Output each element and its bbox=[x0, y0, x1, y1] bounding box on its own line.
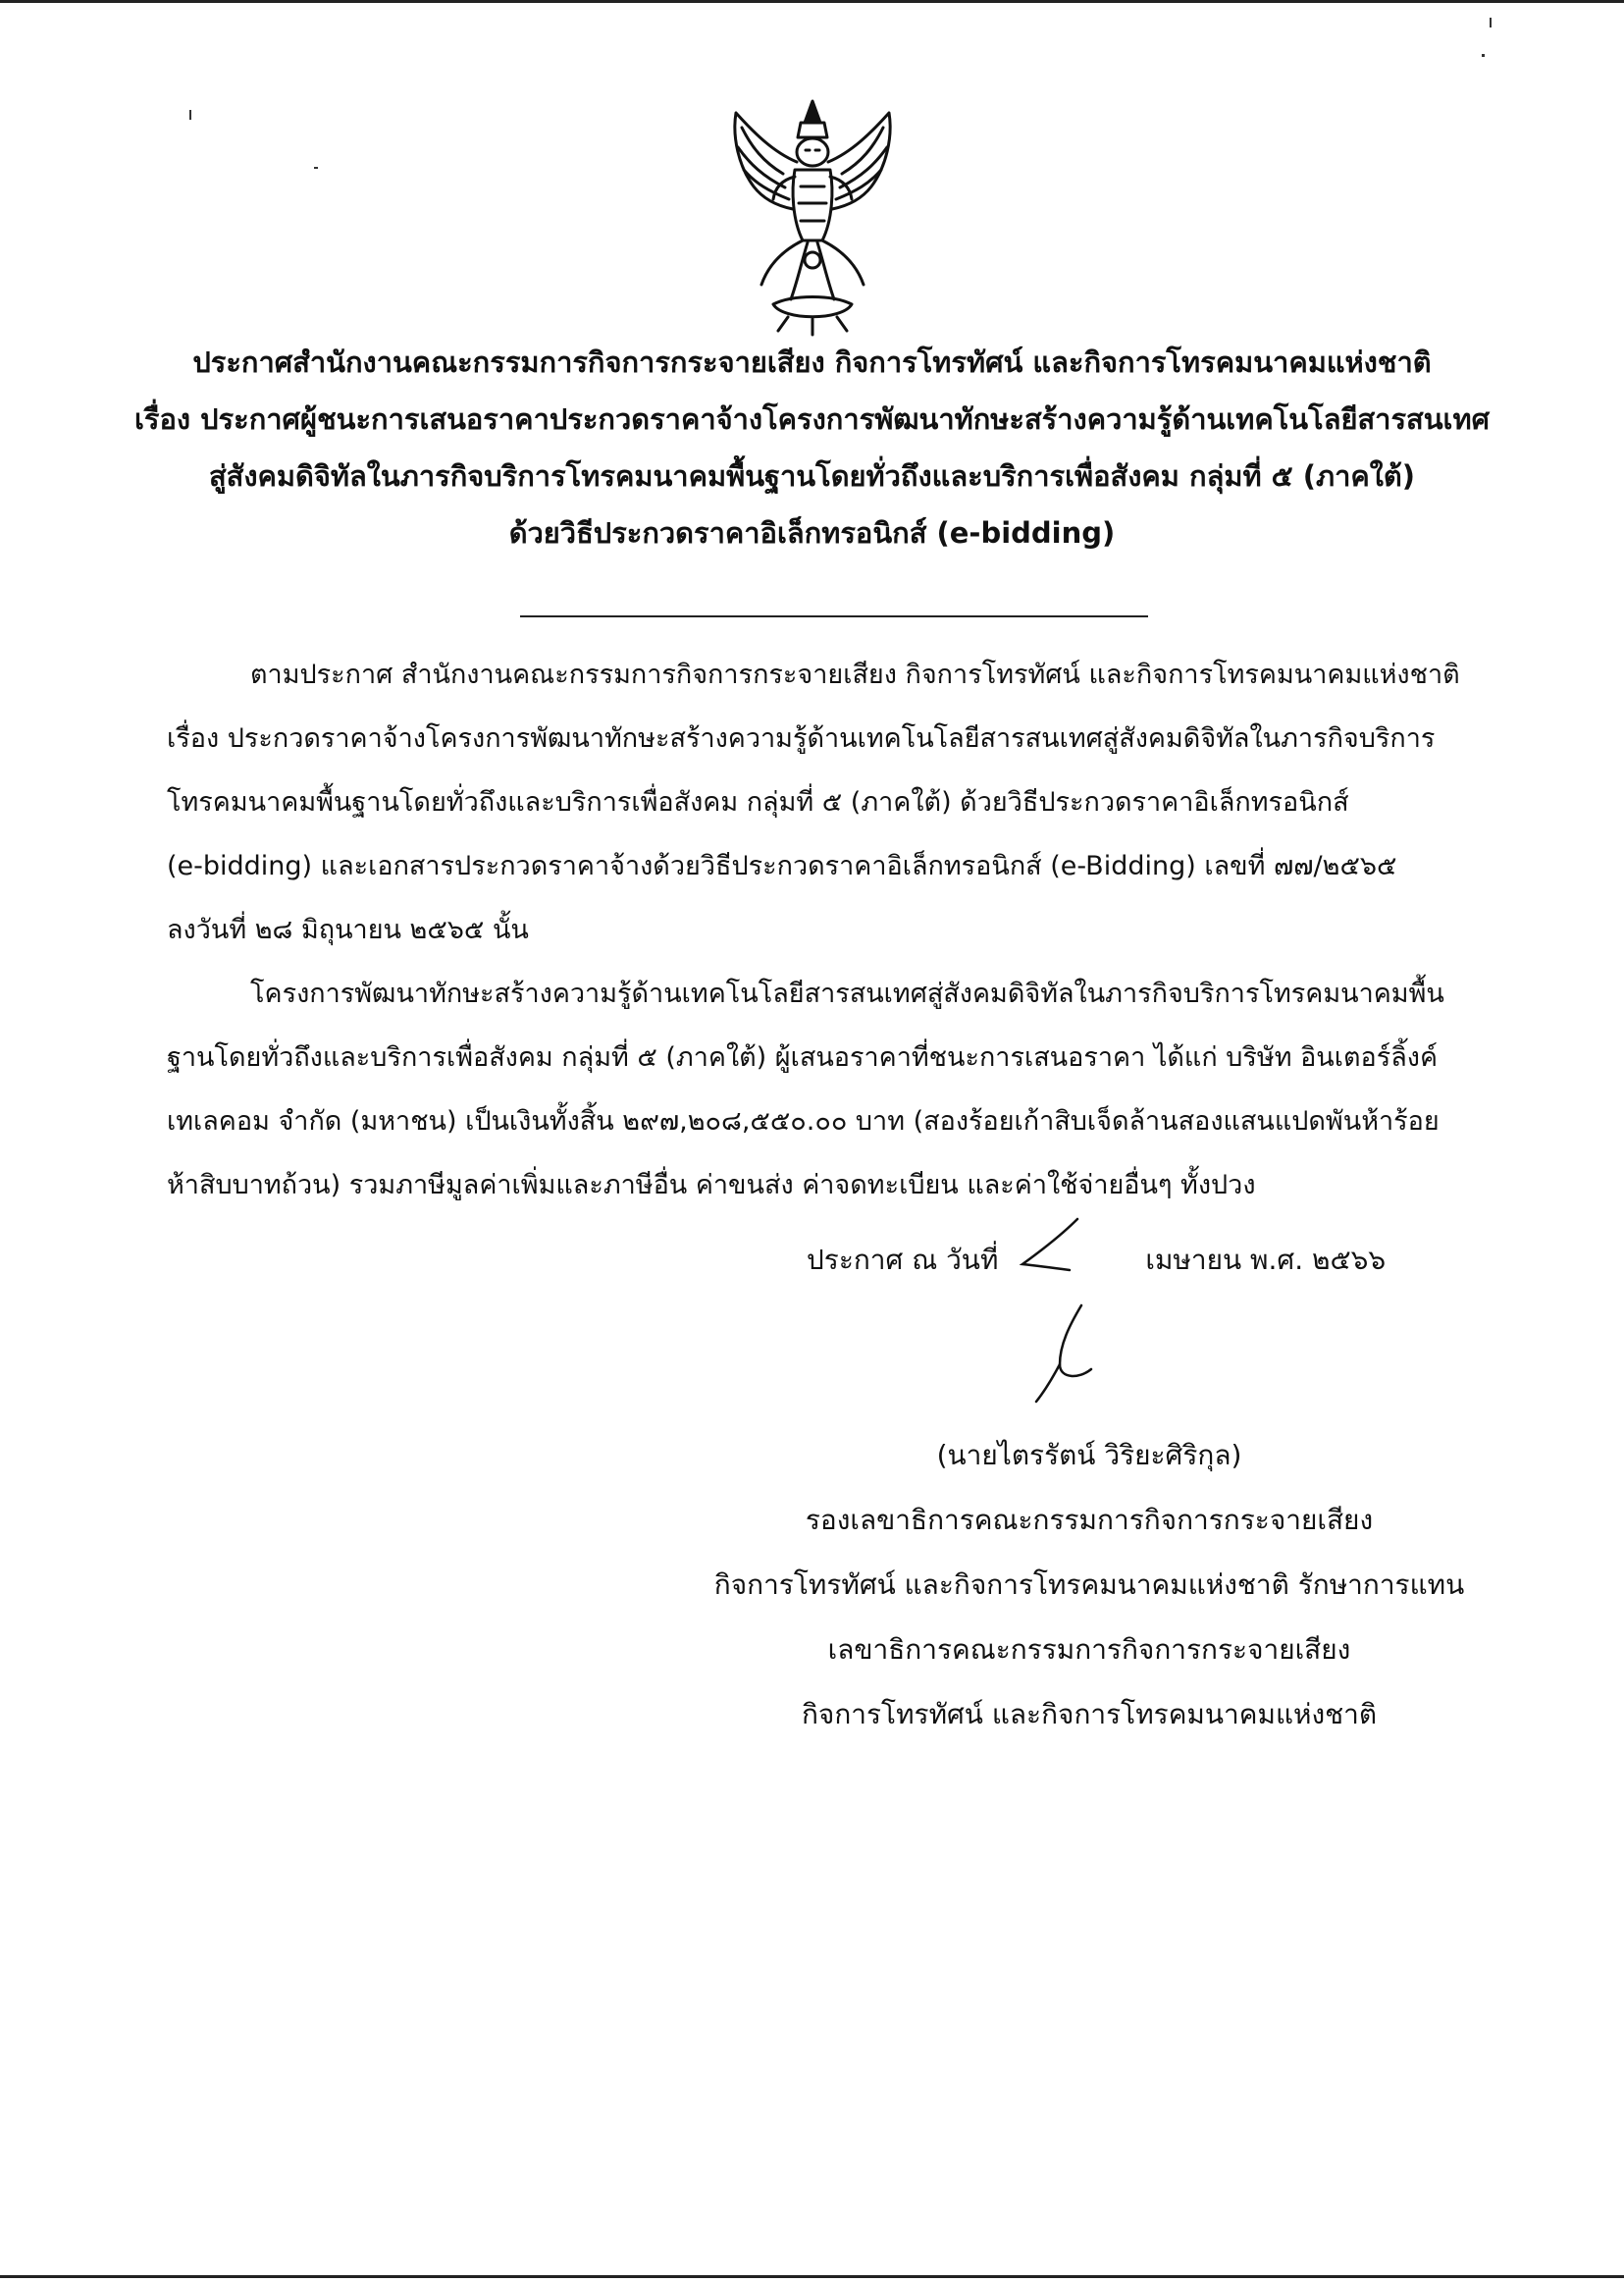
paragraph-line: ตามประกาศ สำนักงานคณะกรรมการกิจการกระจายเสียง กิจการโทรทัศน์ และกิจการโทรคมนาคมแห่งชาติ bbox=[250, 660, 1460, 690]
paragraph-line: โครงการพัฒนาทักษะสร้างความรู้ด้านเทคโนโลยีสารสนเทศสู่สังคมดิจิทัลในภารกิจบริการโทรคมนาคมพื้น bbox=[250, 979, 1444, 1009]
scan-mark bbox=[189, 110, 191, 120]
signer-line: เลขาธิการคณะกรรมการกิจการกระจายเสียง bbox=[827, 1633, 1351, 1666]
signer-line: กิจการโทรทัศน์ และกิจการโทรคมนาคมแห่งชาติ รักษาการแทน bbox=[713, 1568, 1465, 1601]
scan-mark bbox=[1482, 54, 1485, 57]
date-suffix: เมษายน พ.ศ. ๒๕๖๖ bbox=[1145, 1244, 1387, 1276]
paragraph-line: โทรคมนาคมพื้นฐานโดยทั่วถึงและบริการเพื่อสังคม กลุ่มที่ ๕ (ภาคใต้) ด้วยวิธีประกวดราคาอิเล็กทรอนิกส์ bbox=[167, 787, 1349, 818]
announcement-title bbox=[118, 334, 1506, 561]
garuda-emblem-icon bbox=[714, 93, 911, 339]
paragraph-line: เรื่อง ประกวดราคาจ้างโครงการพัฒนาทักษะสร้างความรู้ด้านเทคโนโลยีสารสนเทศสู่สังคมดิจิทัลในภารกิจบริการ bbox=[167, 723, 1436, 754]
paragraph-line: (e-bidding) และเอกสารประกวดราคาจ้างด้วยวิธีประกวดราคาอิเล็กทรอนิกส์ (e-Bidding) เลขที่ ๗๗/๒๕๖๕ bbox=[167, 851, 1397, 881]
paragraph-line: ลงวันที่ ๒๘ มิถุนายน ๒๕๖๕ นั้น bbox=[167, 915, 529, 945]
scan-bottom-edge bbox=[0, 2275, 1624, 2278]
title-divider bbox=[520, 615, 1148, 617]
title-line: ประกาศสำนักงานคณะกรรมการกิจการกระจายเสียง กิจการโทรทัศน์ และกิจการโทรคมนาคมแห่งชาติ bbox=[192, 345, 1432, 379]
date-prefix: ประกาศ ณ วันที่ bbox=[807, 1244, 999, 1276]
signer-block bbox=[687, 1423, 1492, 1747]
scan-top-edge bbox=[0, 0, 1624, 3]
paragraph-line: ห้าสิบบาทถ้วน) รวมภาษีมูลค่าเพิ่มและภาษีอื่น ค่าขนส่ง ค่าจดทะเบียน และค่าใช้จ่ายอื่นๆ ทั้งปวง bbox=[167, 1170, 1256, 1200]
title-line: ด้วยวิธีประกวดราคาอิเล็กทรอนิกส์ (e-bidding) bbox=[508, 516, 1116, 550]
paragraph-line: ฐานโดยทั่วถึงและบริการเพื่อสังคม กลุ่มที่ ๕ (ภาคใต้) ผู้เสนอราคาที่ชนะการเสนอราคา ได้แก่ บริษัท อินเตอร์ลิ้งค์ bbox=[167, 1042, 1439, 1073]
signer-line: (นายไตรรัตน์ วิริยะศิริกุล) bbox=[936, 1439, 1242, 1471]
paragraph-line: เทเลคอม จำกัด (มหาชน) เป็นเงินทั้งสิ้น ๒๙๗,๒๐๘,๕๕๐.๐๐ บาท (สองร้อยเก้าสิบเจ็ดล้านสองแสนแปดพันห้าร้อย bbox=[167, 1106, 1440, 1137]
signer-line: กิจการโทรทัศน์ และกิจการโทรคมนาคมแห่งชาติ bbox=[801, 1698, 1378, 1730]
handwritten-signature bbox=[1001, 1207, 1138, 1404]
scan-mark bbox=[1490, 18, 1492, 27]
title-line: สู่สังคมดิจิทัลในภารกิจบริการโทรคมนาคมพื้นฐานโดยทั่วถึงและบริการเพื่อสังคม กลุ่มที่ ๕ (ภาคใต้) bbox=[208, 459, 1416, 493]
scan-mark bbox=[314, 167, 318, 169]
title-line: เรื่อง ประกาศผู้ชนะการเสนอราคาประกวดราคาจ้างโครงการพัฒนาทักษะสร้างความรู้ด้านเทคโนโลยีสารสนเทศ bbox=[133, 402, 1490, 436]
signer-line: รองเลขาธิการคณะกรรมการกิจการกระจายเสียง bbox=[805, 1504, 1374, 1536]
announcement-body bbox=[167, 643, 1472, 1217]
